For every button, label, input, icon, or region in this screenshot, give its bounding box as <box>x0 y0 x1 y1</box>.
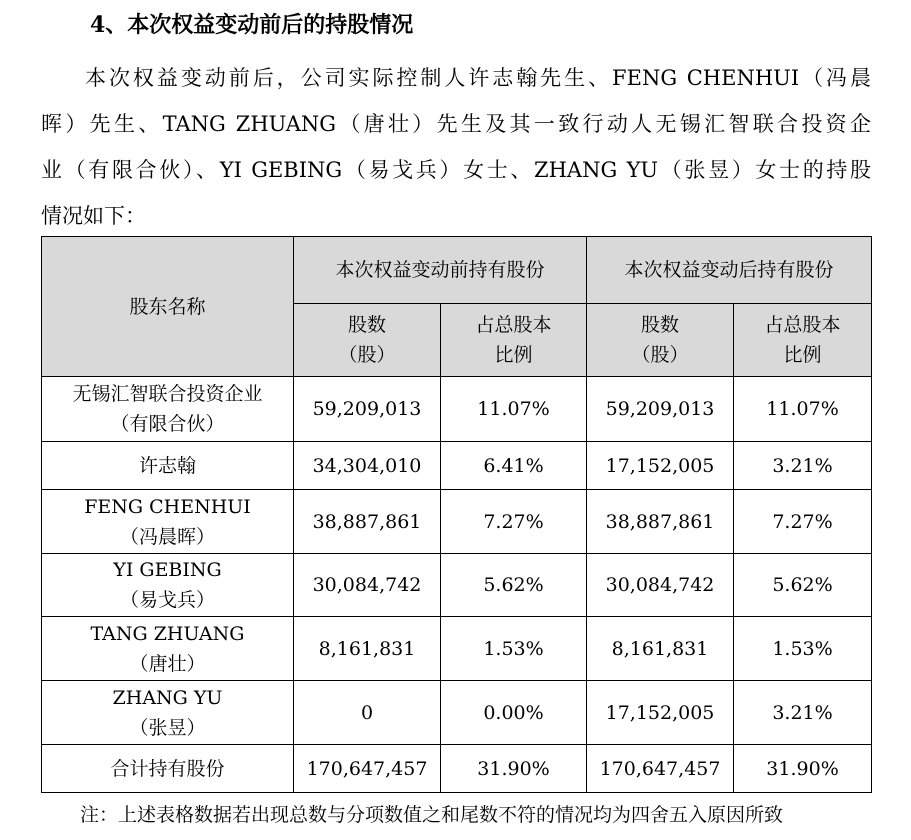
shareholding-table <box>41 236 872 793</box>
after-shares-cell: 170,647,457 <box>587 745 734 793</box>
after-shares-cell: 38,887,861 <box>587 490 734 554</box>
header-shares-unit: （股） <box>338 344 396 366</box>
before-ratio-cell: 6.41% <box>441 442 587 490</box>
shareholder-name-cell <box>42 554 294 617</box>
after-ratio-cell: 5.62% <box>734 554 872 617</box>
shareholder-name-sub: （易戈兵） <box>119 589 215 611</box>
shareholder-name-cell <box>42 617 294 681</box>
shareholder-name: YI GEBING <box>113 559 222 581</box>
paragraph-line: 晖）先生、TANG ZHUANG（唐壮）先生及其一致行动人无锡汇智联合投资企 <box>41 112 871 136</box>
header-ratio-label-2: 比例 <box>783 344 822 366</box>
header-shareholder-name: 股东名称 <box>42 237 294 377</box>
total-label-cell: 合计持有股份 <box>42 745 294 793</box>
before-ratio-cell: 0.00% <box>441 681 587 745</box>
before-ratio-cell: 11.07% <box>441 377 587 442</box>
after-shares-cell: 59,209,013 <box>587 377 734 442</box>
shareholder-name: ZHANG YU <box>112 686 223 709</box>
after-ratio-cell: 31.90% <box>734 745 872 793</box>
shareholder-name: FENG CHENHUI <box>84 495 251 518</box>
shareholder-name-sub: （张昱） <box>129 716 206 739</box>
table-row <box>42 490 872 554</box>
intro-paragraph <box>41 55 871 239</box>
table-row <box>42 442 872 490</box>
before-shares-cell: 0 <box>294 681 441 745</box>
after-shares-cell: 17,152,005 <box>587 442 734 490</box>
before-ratio-cell: 5.62% <box>441 554 587 617</box>
table-row <box>42 554 872 617</box>
after-ratio-cell: 3.21% <box>734 681 872 745</box>
header-ratio-label: 占总股本 <box>475 314 552 336</box>
header-shares-label: 股数 <box>641 314 680 336</box>
header-before-shares <box>294 304 441 377</box>
shareholder-name-cell <box>42 490 294 554</box>
before-shares-cell: 170,647,457 <box>294 745 441 793</box>
table-row <box>42 377 872 442</box>
shareholder-name: TANG ZHUANG <box>90 622 245 645</box>
shareholder-name-cell <box>42 377 294 442</box>
before-ratio-cell: 31.90% <box>441 745 587 793</box>
shareholder-name-sub: （有限合伙） <box>110 413 225 435</box>
paragraph-line: 业（有限合伙）、YI GEBING（易戈兵）女士、ZHANG YU（张昱）女士的持股 <box>41 158 871 182</box>
paragraph-line: 本次权益变动前后，公司实际控制人许志翰先生、FENG CHENHUI（冯晨 <box>85 66 871 90</box>
shareholder-name-cell <box>42 681 294 745</box>
header-shares-unit: （股） <box>631 344 689 366</box>
before-ratio-cell: 7.27% <box>441 490 587 554</box>
header-after-ratio <box>734 304 872 377</box>
header-after-shares <box>587 304 734 377</box>
header-shares-label: 股数 <box>347 314 386 336</box>
after-shares-cell: 30,084,742 <box>587 554 734 617</box>
table-note: 注：上述表格数据若出现总数与分项数值之和尾数不符的情况均为四舍五入原因所致 <box>80 804 784 826</box>
after-ratio-cell: 11.07% <box>734 377 872 442</box>
header-after-change: 本次权益变动后持有股份 <box>587 237 872 304</box>
table-row <box>42 617 872 681</box>
after-shares-cell: 8,161,831 <box>587 617 734 681</box>
before-ratio-cell: 1.53% <box>441 617 587 681</box>
paragraph-line: 情况如下： <box>41 204 146 228</box>
shareholder-name-sub: （冯晨晖） <box>119 525 215 548</box>
shareholder-name-cell: 许志翰 <box>42 442 294 490</box>
shareholder-name: 无锡汇智联合投资企业 <box>72 383 263 405</box>
after-ratio-cell: 7.27% <box>734 490 872 554</box>
shareholder-name-sub: （唐壮） <box>129 652 206 675</box>
header-ratio-label-2: 比例 <box>494 344 533 366</box>
after-shares-cell: 17,152,005 <box>587 681 734 745</box>
before-shares-cell: 30,084,742 <box>294 554 441 617</box>
after-ratio-cell: 3.21% <box>734 442 872 490</box>
before-shares-cell: 59,209,013 <box>294 377 441 442</box>
after-ratio-cell: 1.53% <box>734 617 872 681</box>
table-row-total <box>42 745 872 793</box>
before-shares-cell: 38,887,861 <box>294 490 441 554</box>
before-shares-cell: 34,304,010 <box>294 442 441 490</box>
header-before-ratio <box>441 304 587 377</box>
header-ratio-label: 占总股本 <box>764 314 841 336</box>
section-heading: 4、本次权益变动前后的持股情况 <box>90 12 414 38</box>
before-shares-cell: 8,161,831 <box>294 617 441 681</box>
header-before-change: 本次权益变动前持有股份 <box>294 237 587 304</box>
table-row <box>42 681 872 745</box>
